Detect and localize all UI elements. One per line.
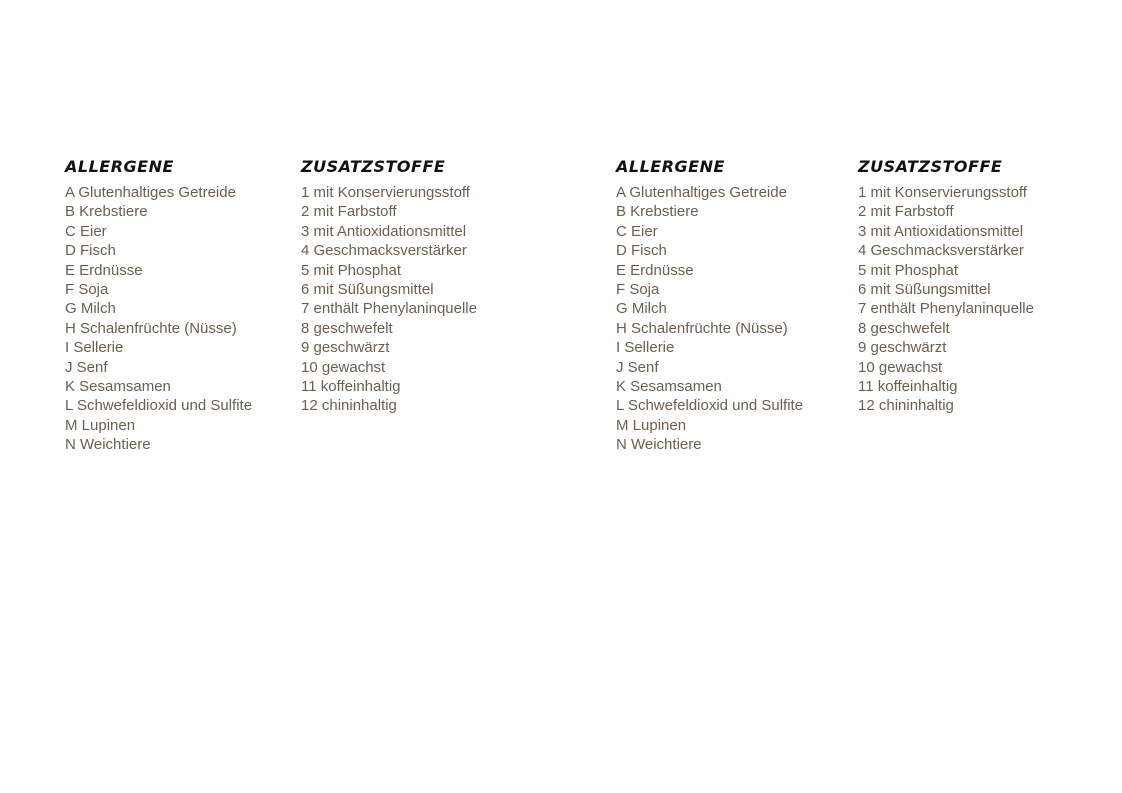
allergen-item: H Schalenfrüchte (Nüsse)	[616, 319, 788, 337]
zusatzstoffe-heading: ZUSATZSTOFFE	[301, 157, 446, 176]
additive-item: 1 mit Konservierungsstoff	[858, 184, 1027, 201]
additive-item: 3 mit Antioxidationsmittel	[301, 222, 467, 240]
additive-item: 10 gewachst	[858, 358, 943, 376]
additive-item: 2 mit Farbstoff	[301, 203, 397, 221]
allergen-item: C Eier	[65, 222, 107, 240]
allergen-item: E Erdnüsse	[65, 261, 143, 279]
allergen-item: C Eier	[616, 222, 658, 240]
allergen-item: B Krebstiere	[616, 203, 699, 221]
allergen-item: M Lupinen	[65, 416, 136, 434]
additive-item: 8 geschwefelt	[301, 319, 393, 337]
additive-item: 10 gewachst	[301, 358, 386, 376]
additive-item: 4 Geschmacksverstärker	[858, 242, 1024, 260]
additive-item: 9 geschwärzt	[301, 339, 390, 357]
allergen-item: I Sellerie	[65, 339, 124, 357]
additive-item: 11 koffeinhaltig	[858, 378, 958, 396]
additive-item: 7 enthält Phenylaninquelle	[858, 300, 1034, 318]
allergen-item: H Schalenfrüchte (Nüsse)	[65, 319, 237, 337]
additive-item: 5 mit Phosphat	[301, 261, 402, 279]
allergen-item: I Sellerie	[616, 339, 675, 357]
additive-item: 11 koffeinhaltig	[301, 378, 401, 396]
allergen-item: D Fisch	[65, 242, 116, 260]
allergen-item: N Weichtiere	[65, 436, 151, 454]
allergen-item: F Soja	[65, 281, 109, 299]
allergene-heading: ALLERGENE	[65, 157, 174, 176]
additive-item: 2 mit Farbstoff	[858, 203, 954, 221]
allergene-section-right	[616, 157, 803, 455]
allergen-item: K Sesamsamen	[616, 378, 722, 396]
additive-item: 9 geschwärzt	[858, 339, 947, 357]
additive-item: 5 mit Phosphat	[858, 261, 959, 279]
allergen-item: A Glutenhaltiges Getreide	[616, 184, 787, 201]
allergen-item: A Glutenhaltiges Getreide	[65, 184, 236, 201]
allergene-section-left	[65, 157, 252, 455]
allergene-list	[616, 183, 803, 455]
zusatzstoffe-section-left	[301, 157, 477, 416]
zusatzstoffe-heading: ZUSATZSTOFFE	[858, 157, 1003, 176]
additive-item: 1 mit Konservierungsstoff	[301, 184, 470, 201]
allergen-item: J Senf	[616, 358, 659, 376]
allergen-item: F Soja	[616, 281, 660, 299]
additive-item: 12 chininhaltig	[301, 397, 397, 415]
additive-item: 3 mit Antioxidationsmittel	[858, 222, 1024, 240]
additive-item: 12 chininhaltig	[858, 397, 954, 415]
zusatzstoffe-section-right	[858, 157, 1034, 416]
allergen-item: G Milch	[65, 300, 116, 318]
allergen-item: E Erdnüsse	[616, 261, 694, 279]
additive-item: 6 mit Süßungsmittel	[858, 281, 991, 299]
additive-item: 7 enthält Phenylaninquelle	[301, 300, 477, 318]
allergen-item: L Schwefeldioxid und Sulfite	[616, 397, 804, 415]
zusatzstoffe-list	[301, 183, 477, 416]
allergen-item: J Senf	[65, 358, 108, 376]
allergen-item: L Schwefeldioxid und Sulfite	[65, 397, 253, 415]
additive-item: 8 geschwefelt	[858, 319, 950, 337]
allergen-item: G Milch	[616, 300, 667, 318]
allergene-list	[65, 183, 252, 455]
additive-item: 4 Geschmacksverstärker	[301, 242, 467, 260]
allergen-item: M Lupinen	[616, 416, 687, 434]
allergen-item: K Sesamsamen	[65, 378, 171, 396]
allergen-item: N Weichtiere	[616, 436, 702, 454]
zusatzstoffe-list	[858, 183, 1034, 416]
allergen-item: B Krebstiere	[65, 203, 148, 221]
allergen-item: D Fisch	[616, 242, 667, 260]
additive-item: 6 mit Süßungsmittel	[301, 281, 434, 299]
allergene-heading: ALLERGENE	[616, 157, 725, 176]
